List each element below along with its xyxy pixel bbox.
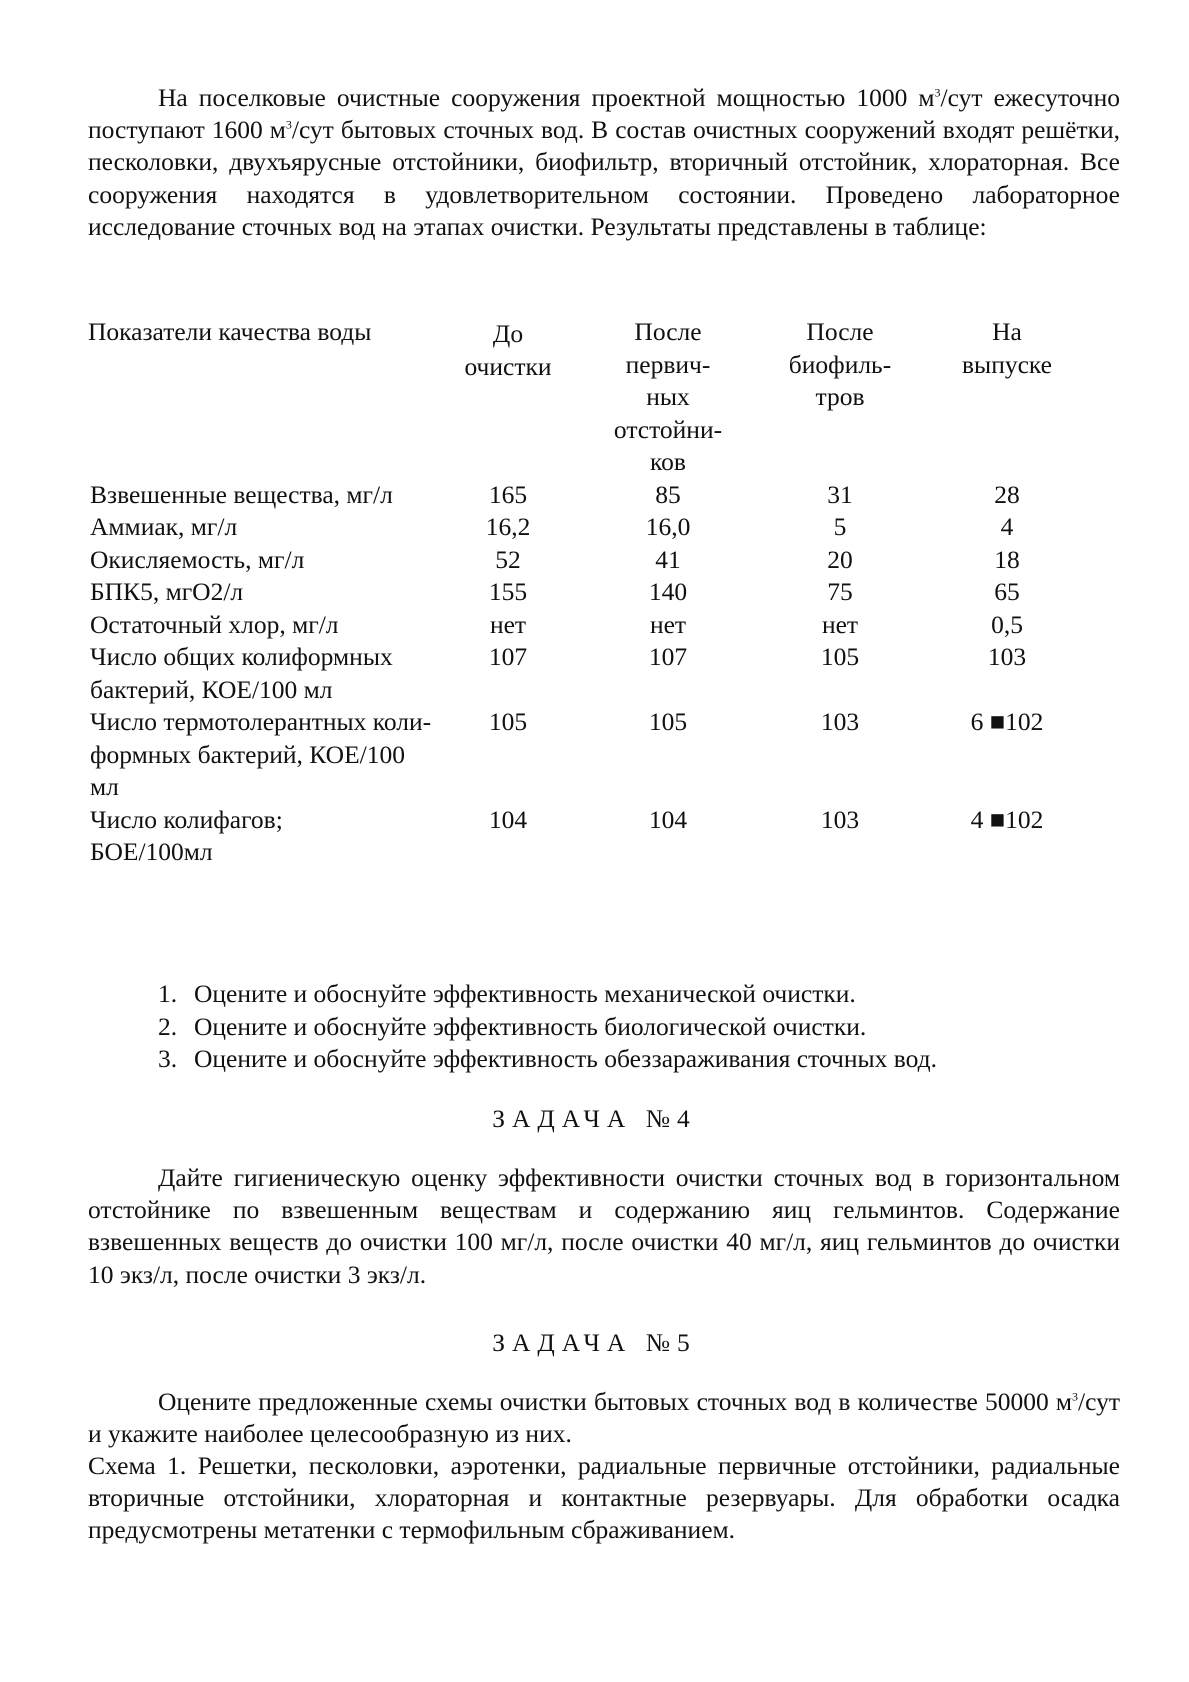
cell-value: 5 [833, 512, 847, 541]
question-text: Оцените и обоснуйте эффективность биологической очистки. [194, 1011, 867, 1041]
cubic-superscript: 3 [1072, 1389, 1079, 1404]
header-outlet-text: На выпуске [962, 317, 1052, 379]
intro-text-c: /сут бытовых сточных вод. В состав очистных сооружений входят решётки, песколовки, двухъярусные отстойники, биофильтр, вторичный отстойник, хлораторная. Все сооружения находятся в удовлетворительном состоянии. Проведено лабораторное исследование сточных вод на этапах очистки. Результаты представлены в таблице: [88, 115, 1120, 241]
list-item [158, 1043, 937, 1076]
header-before [434, 316, 582, 479]
task5-text-a: Оцените предложенные схемы очистки бытовых сточных вод в количестве 50000 м [158, 1387, 1073, 1416]
cell-value: 28 [994, 479, 1020, 509]
cell-value: 75 [827, 577, 853, 606]
cell-value: 105 [820, 642, 860, 671]
cubic-superscript: 3 [285, 117, 292, 132]
intro-text-a: На поселковые очистные сооружения проектной мощностью 1000 м [158, 83, 935, 112]
cell-value: 4 ■102 [970, 804, 1044, 834]
row-label: БПК5, мгО2/л [90, 577, 244, 606]
cell-value: 104 [488, 804, 528, 834]
question-number: 1. [158, 979, 178, 1008]
task5-heading: ЗАДАЧА №5 [492, 1328, 697, 1357]
table-row [88, 511, 1088, 544]
cell-value: нет [489, 609, 527, 639]
cubic-superscript: 3 [934, 85, 941, 100]
cell-value: 107 [648, 642, 688, 671]
table-row [88, 804, 1088, 869]
header-indicator: Показатели качества воды [88, 317, 372, 346]
cell-value: 20 [827, 544, 853, 574]
cell-value: 165 [488, 479, 528, 509]
question-text: Оцените и обоснуйте эффективность обеззараживания сточных вод. [194, 1044, 937, 1073]
row-label: Окисляемость, мг/л [90, 544, 305, 574]
row-label: Число колифагов; БОЕ/100мл [90, 804, 283, 866]
intro-paragraph [88, 82, 1120, 243]
cell-value: 103 [987, 642, 1027, 671]
row-label: Остаточный хлор, мг/л [90, 609, 339, 639]
table-row [88, 479, 1088, 512]
cell-value: 0,5 [991, 609, 1023, 639]
questions-list [158, 978, 937, 1076]
cell-value: 6 ■102 [970, 707, 1044, 736]
cell-value: 103 [820, 707, 860, 736]
table-row [88, 576, 1088, 609]
question-text: Оцените и обоснуйте эффективность механической очистки. [194, 979, 856, 1008]
header-before-text: До очистки [464, 319, 552, 381]
cell-value: 140 [648, 577, 688, 606]
table-row [88, 706, 1088, 804]
table-header-row [88, 316, 1088, 479]
cell-value: 41 [655, 544, 681, 574]
header-outlet [926, 316, 1088, 479]
cell-value: 104 [648, 804, 688, 834]
list-item [158, 1011, 937, 1044]
scheme1-paragraph: Схема 1. Решетки, песколовки, аэротенки, радиальные первичные отстойники, радиальные вторичные отстойники, хлораторная и контактные резервуары. Для обработки осадка предусмотрены метатенки с термофильным сбраживанием. [88, 1451, 1120, 1545]
cell-value: 16,0 [645, 512, 691, 541]
row-label: Число термотолерантных коли-формных бактерий, КОЕ/100 мл [90, 707, 432, 801]
cell-value: 103 [820, 804, 860, 834]
water-quality-table [88, 316, 1088, 869]
row-label: Взвешенные вещества, мг/л [90, 479, 393, 509]
header-after-primary-text: После первич-ных отстойни-ков [613, 317, 723, 476]
table-row [88, 544, 1088, 577]
table-row [88, 609, 1088, 642]
cell-value: 155 [488, 577, 528, 606]
row-label: Аммиак, мг/л [90, 512, 238, 541]
header-after-biofilter-text: После биофиль-тров [788, 317, 892, 411]
cell-value: 18 [994, 544, 1020, 574]
cell-value: 105 [648, 707, 688, 736]
cell-value: 85 [655, 479, 681, 509]
cell-value: 4 [1000, 512, 1014, 541]
list-item [158, 978, 937, 1011]
question-number: 2. [158, 1011, 178, 1041]
header-after-biofilter [754, 316, 926, 479]
cell-value: 105 [488, 707, 528, 736]
task4-heading: ЗАДАЧА №4 [492, 1104, 697, 1133]
task5-paragraph [88, 1386, 1120, 1450]
table-row [88, 641, 1088, 706]
cell-value: 107 [488, 642, 528, 671]
task5-text-b: /сут и укажите наиболее целесообразную из них. [88, 1387, 1120, 1449]
intro-text-b: /сут ежесуточно поступают 1600 м [88, 83, 1120, 145]
question-number: 3. [158, 1044, 178, 1073]
header-after-primary [582, 316, 754, 479]
cell-value: 65 [994, 577, 1020, 606]
cell-value: нет [821, 609, 859, 639]
task4-paragraph: Дайте гигиеническую оценку эффективности очистки сточных вод в горизонтальном отстойнике по взвешенным веществам и содержанию яиц гельминтов. Содержание взвешенных веществ до очистки 100 мг/л, после очистки 40 мг/л, яиц гельминтов до очистки 10 экз/л, после очистки 3 экз/л. [88, 1163, 1120, 1289]
cell-value: нет [649, 609, 687, 639]
cell-value: 16,2 [485, 512, 531, 541]
cell-value: 31 [827, 479, 853, 509]
row-label: Число общих колиформных бактерий, КОЕ/100 мл [90, 642, 393, 704]
cell-value: 52 [495, 544, 521, 574]
